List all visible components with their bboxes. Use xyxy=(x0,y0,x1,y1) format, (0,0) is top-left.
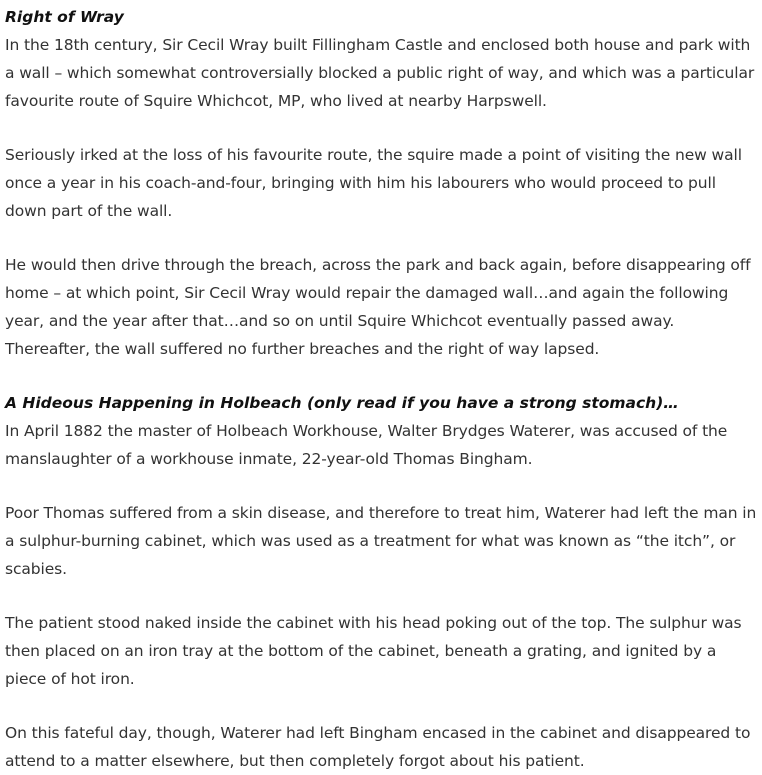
paragraph: The patient stood naked inside the cabinet with his head poking out of the top. The sulphur was then placed on an iron tray at the bottom of the cabinet, beneath a grating, and ignited by a piece of hot iron. xyxy=(5,614,742,688)
paragraph: On this fateful day, though, Waterer had left Bingham encased in the cabinet and disappeared to attend to a matter elsewhere, but then completely forgot about his patient. xyxy=(5,724,751,770)
paragraph: He would then drive through the breach, across the park and back again, before disappearing off home – at which point, Sir Cecil Wray would repair the damaged wall…and again the following year, and the year after that…and so on until Squire Whichcot eventually passed away. Thereafter, the wall suffered no further breaches and the right of way lapsed. xyxy=(5,256,751,358)
section-hideous-happening xyxy=(5,389,757,775)
paragraph: Seriously irked at the loss of his favourite route, the squire made a point of visiting the new wall once a year in his coach-and-four, bringing with him his labourers who would proceed to pull down part of the wall. xyxy=(5,146,742,220)
section-title: Right of Wray xyxy=(5,8,124,26)
paragraph: In April 1882 the master of Holbeach Workhouse, Walter Brydges Waterer, was accused of the manslaughter of a workhouse inmate, 22-year-old Thomas Bingham. xyxy=(5,422,728,468)
paragraph: In the 18th century, Sir Cecil Wray built Fillingham Castle and enclosed both house and park with a wall – which somewhat controversially blocked a public right of way, and which was a particular favourite route of Squire Whichcot, MP, who lived at nearby Harpswell. xyxy=(5,36,755,110)
section-right-of-wray xyxy=(5,3,757,363)
section-title: A Hideous Happening in Holbeach (only read if you have a strong stomach)… xyxy=(5,394,679,412)
paragraph: Poor Thomas suffered from a skin disease, and therefore to treat him, Waterer had left the man in a sulphur-burning cabinet, which was used as a treatment for what was known as “the itch”, or scabies. xyxy=(5,504,757,578)
